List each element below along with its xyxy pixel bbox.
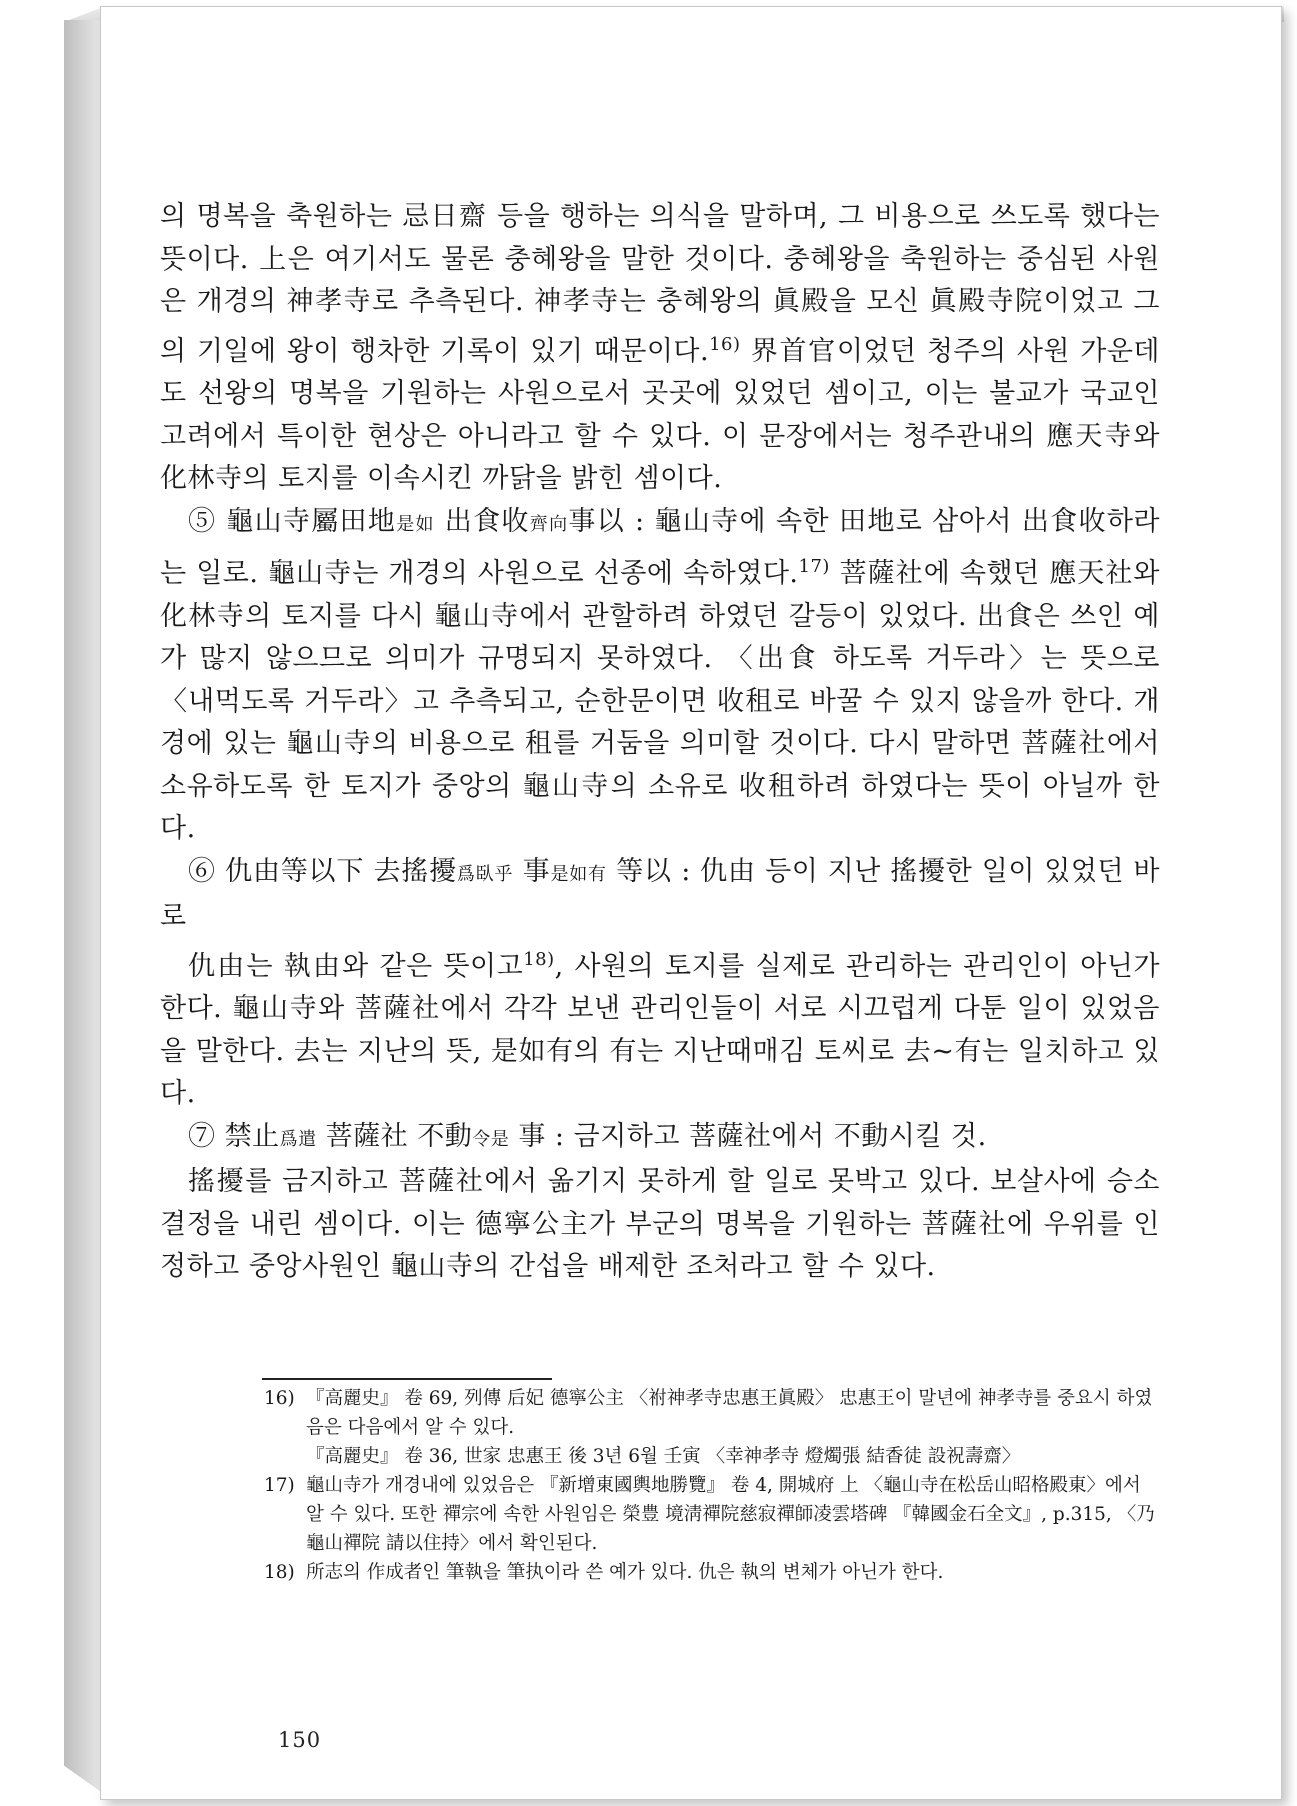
body-text	[160, 196, 1160, 1289]
paragraph-6: 搖擾를 금지하고 菩薩社에서 옮기지 못하게 할 일로 못박고 있다. 보살사에 승소결정을 내린 셈이다. 이는 德寧公主가 부군의 명복을 기원하는 菩薩社에 우위를 인정하고 중앙사원인 龜山寺의 간섭을 배제한 조처라고 할 수 있다.	[160, 1166, 1160, 1282]
footnote-divider	[262, 1378, 552, 1380]
paragraph-4: 仇由는 執由와 같은 뜻이고$^{18)}$, 사원의 토지를 실제로 관리하는 관리인이 아닌가 한다. 龜山寺와 菩薩社에서 각각 보낸 관리인들이 서로 시끄럽게 다툰 일이 있었음을 말한다. 去는 지난의 뜻, 是如有의 有는 지난때매김 토씨로 去~有는 일치하고 있다.	[160, 948, 1161, 1109]
footnote-ref-16: 16)	[709, 333, 741, 355]
footnote-ref-18: 18)	[523, 948, 555, 970]
page-number: 150	[278, 1728, 322, 1752]
footnote-line: 『高麗史』 卷 36, 世家 忠惠王 後 3년 6월 壬寅 〈幸神孝寺 燈燭張 結香徒 設祝壽齋〉	[306, 1446, 1021, 1467]
footnote-number: 16)	[264, 1388, 295, 1409]
footnote-16	[264, 1384, 1164, 1471]
footnote-line: 『高麗史』 卷 69, 列傳 后妃 德寧公主 〈祔神孝寺忠惠王眞殿〉 忠惠王이 말년에 神孝寺를 중요시 하였음은 다음에서 알 수 있다.	[306, 1388, 1153, 1438]
page-edge-left	[64, 20, 104, 1794]
footnote-17	[264, 1471, 1164, 1558]
footnote-ref-17: 17)	[798, 556, 830, 577]
footnote-line: 所志의 作成者인 筆執을 筆执이라 쓴 예가 있다. 仇은 執의 변체가 아닌가 한다.	[306, 1562, 944, 1583]
footnote-18	[264, 1558, 1164, 1587]
paragraph-entry-6: ⑥ 仇由等以下 去搖擾爲臥乎 事是如有 等以 : 仇由 등이 지난 搖擾한 일이 있었던 바로	[160, 855, 1161, 932]
paragraph-1: 의 명복을 축원하는 忌日齋 등을 행하는 의식을 말하며, 그 비용으로 쓰도록 했다는 뜻이다. 上은 여기서도 물론 충혜왕을 말한 것이다. 충혜왕을 축원하는 중심된 사원은 개경의 神孝寺로 추측된다. 神孝寺는 충혜왕의 眞殿을 모신 眞殿寺院이었고 그의 기일에 왕이 행차한 기록이 있기 때문이다.$^{16)}$ 界首官이었던 청주의 사원 가운데도 선왕의 명복을 기원하는 사원으로서 곳곳에 있었던 셈이고, 이는 불교가 국교인 고려에서 특이한 현상은 아니라고 할 수 있다. 이 문장에서는 청주관내의 應天寺와 化林寺의 토지를 이속시킨 까닭을 밝힌 셈이다.	[160, 201, 1160, 494]
paragraph-entry-7: ⑦ 禁止爲遣 菩薩社 不動令是 事 : 금지하고 菩薩社에서 不動시킬 것.	[188, 1120, 987, 1152]
footnote-number: 17)	[264, 1475, 295, 1496]
paragraph-entry-5: ⑤ 龜山寺屬田地是如 出食收齊向事以 : 龜山寺에 속한 田地로 삼아서 出食收하라는 일로. 龜山寺는 개경의 사원으로 선종에 속하였다.$^{17)}$ 菩薩社에 속했던 應天社와 化林寺의 토지를 다시 龜山寺에서 관할하려 하였던 갈등이 있었다. 出食은 쓰인 예가 많지 않으므로 의미가 규명되지 못하였다. 〈出食 하도록 거두라〉는 뜻으로 〈내먹도록 거두라〉고 추측되고, 순한문이면 收租로 바꿀 수 있지 않을까 한다. 개경에 있는 龜山寺의 비용으로 租를 거둠을 의미할 것이다. 다시 말하면 菩薩社에서 소유하도록 한 토지가 중앙의 龜山寺의 소유로 收租하려 하였다는 뜻이 아닐까 한다.	[160, 505, 1160, 844]
footnote-number: 18)	[264, 1562, 295, 1583]
footnote-line: 龜山寺가 개경내에 있었음은 『新增東國輿地勝覽』 卷 4, 開城府 上 〈龜山寺在松岳山昭格殿東〉에서 알 수 있다. 또한 禪宗에 속한 사원임은 榮豊 境淸禪院慈寂禪師凌雲塔碑 『韓國金石全文』, p.315, 〈乃龜山禪院 請以住持〉에서 확인된다.	[306, 1475, 1155, 1554]
footnotes	[264, 1384, 1164, 1587]
